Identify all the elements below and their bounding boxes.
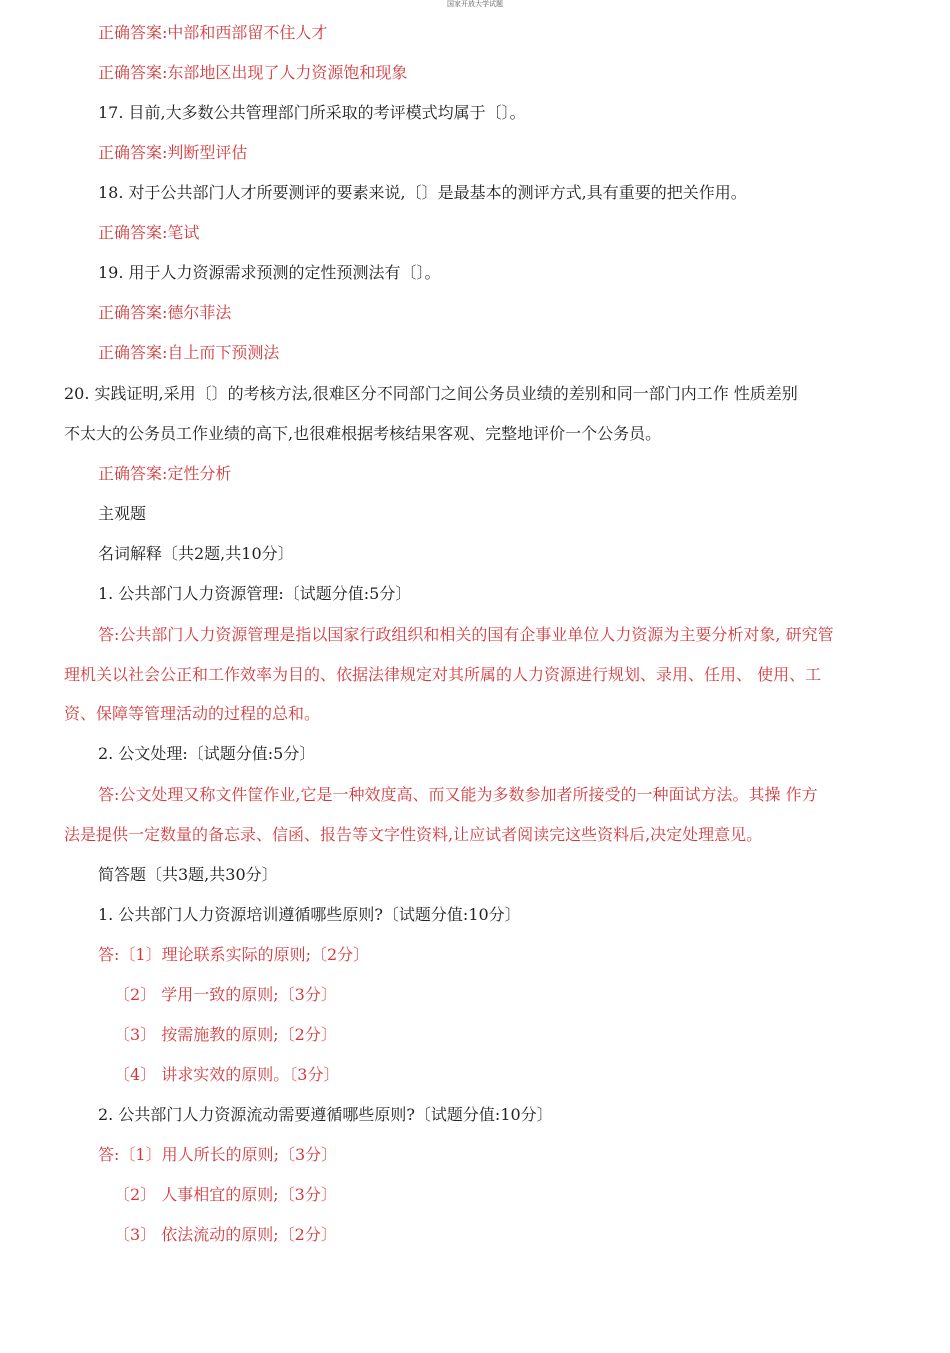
question-19: 19. 用于人力资源需求预测的定性预测法有〔〕。 — [98, 263, 441, 282]
answer-line: 正确答案:德尔菲法 — [98, 303, 232, 322]
question-20-line-1: 20. 实践证明,采用〔〕的考核方法,很难区分不同部门之间公务员业绩的差别和同一部门内工作 性质差别 — [64, 384, 798, 403]
term-question-2: 2. 公文处理:〔试题分值:5分〕 — [98, 744, 316, 763]
term-answer-2-line-2: 法是提供一定数量的备忘录、信函、报告等文字性资料,让应试者阅读完这些资料后,决定处理意见。 — [64, 825, 763, 844]
short-question-2: 2. 公共部门人力资源流动需要遵循哪些原则?〔试题分值:10分〕 — [98, 1105, 553, 1124]
question-18: 18. 对于公共部门人才所要测评的要素来说,〔〕是最基本的测评方式,具有重要的把关作用。 — [98, 183, 747, 202]
short-answer-2-item: 〔2〕 人事相宜的原则;〔3分〕 — [114, 1185, 337, 1204]
short-answer-1-item: 〔4〕 讲求实效的原则。〔3分〕 — [114, 1065, 340, 1084]
short-answer-1-item: 〔3〕 按需施教的原则;〔2分〕 — [114, 1025, 337, 1044]
section-heading: 主观题 — [98, 504, 147, 523]
term-answer-2-line-1: 答:公文处理又称文件筐作业,它是一种效度高、而又能为多数参加者所接受的一种面试方法。其操 作方 — [98, 785, 818, 804]
term-question-1: 1. 公共部门人力资源管理:〔试题分值:5分〕 — [98, 584, 412, 603]
answer-line: 正确答案:笔试 — [98, 223, 200, 242]
answer-line: 正确答案:判断型评估 — [98, 143, 248, 162]
answer-line: 正确答案:东部地区出现了人力资源饱和现象 — [98, 63, 408, 82]
section-heading: 简答题〔共3题,共30分〕 — [98, 865, 278, 884]
section-heading: 名词解释〔共2题,共10分〕 — [98, 544, 294, 563]
term-answer-1-line-1: 答:公共部门人力资源管理是指以国家行政组织和相关的国有企事业单位人力资源为主要分析对象, 研究管 — [98, 625, 834, 644]
answer-line: 正确答案:中部和西部留不住人才 — [98, 23, 328, 42]
question-20-line-2: 不太大的公务员工作业绩的高下,也很难根据考核结果客观、完整地评价一个公务员。 — [64, 424, 662, 443]
answer-line: 正确答案:自上而下预测法 — [98, 343, 280, 362]
short-answer-2-item: 〔3〕 依法流动的原则;〔2分〕 — [114, 1225, 337, 1244]
question-17: 17. 目前,大多数公共管理部门所采取的考评模式均属于〔〕。 — [98, 103, 526, 122]
page-header: 国家开放大学试题 — [447, 0, 503, 8]
term-answer-1-line-3: 资、保障等管理活动的过程的总和。 — [64, 704, 321, 723]
answer-line: 正确答案:定性分析 — [98, 464, 232, 483]
short-question-1: 1. 公共部门人力资源培训遵循哪些原则?〔试题分值:10分〕 — [98, 905, 521, 924]
short-answer-2-item: 答:〔1〕用人所长的原则;〔3分〕 — [98, 1145, 338, 1164]
short-answer-1-item: 答:〔1〕理论联系实际的原则;〔2分〕 — [98, 945, 370, 964]
term-answer-1-line-2: 理机关以社会公正和工作效率为目的、依据法律规定对其所属的人力资源进行规划、录用、任用、 使用、工 — [64, 665, 822, 684]
short-answer-1-item: 〔2〕 学用一致的原则;〔3分〕 — [114, 985, 337, 1004]
